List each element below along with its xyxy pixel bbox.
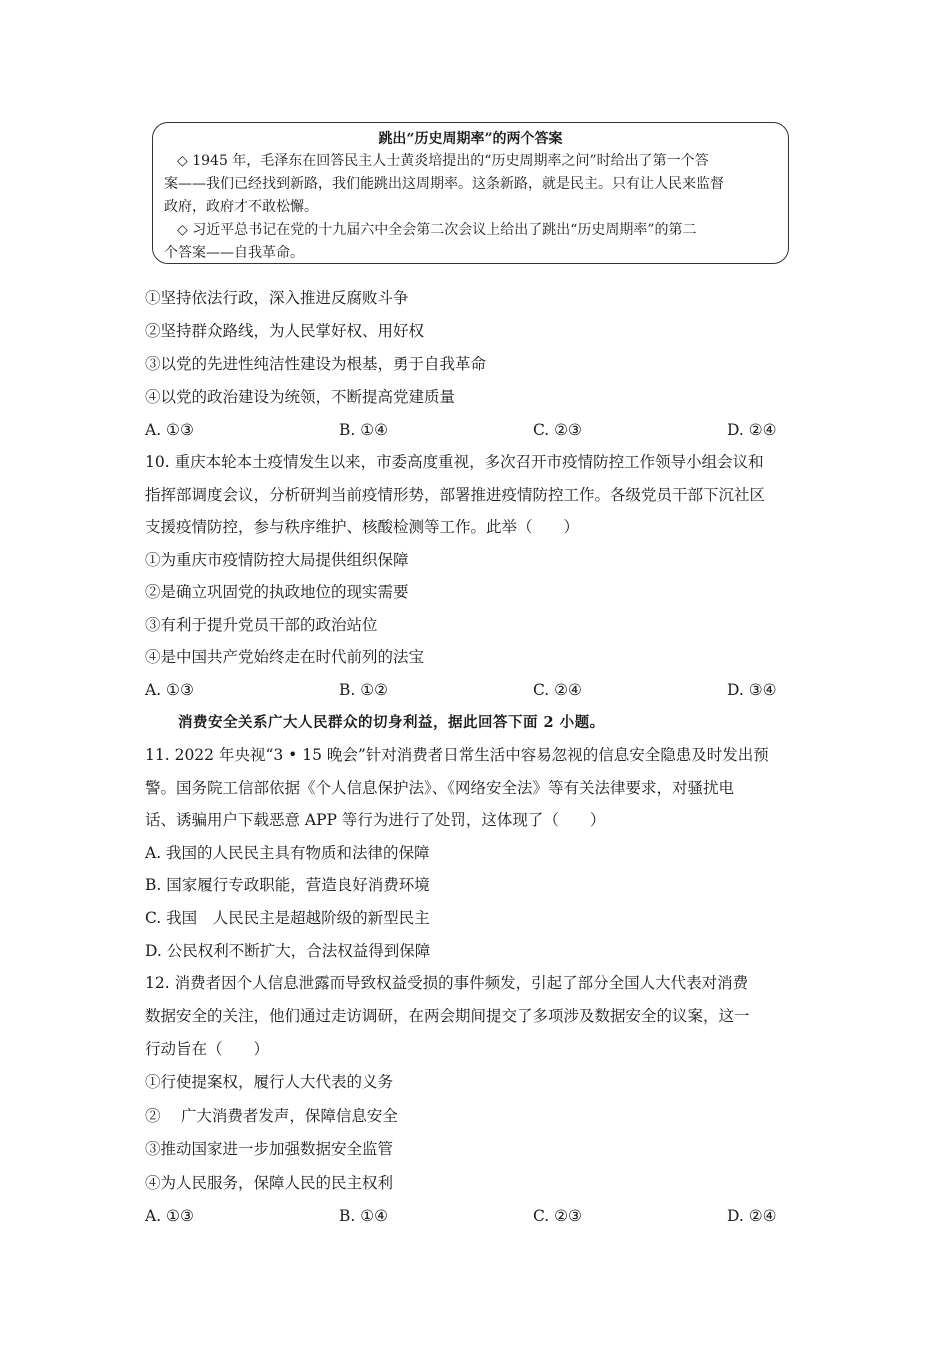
q9-option-b: B. ①④ bbox=[339, 421, 389, 439]
quote-box-line: ◇ 1945 年，毛泽东在回答民主人士黄炎培提出的“历史周期率之问”时给出了第一个答 bbox=[177, 153, 709, 169]
q9-option-c: C. ②③ bbox=[533, 421, 582, 439]
q10-option-b: B. ①② bbox=[339, 681, 389, 699]
quote-box-line: 个答案——自我革命。 bbox=[164, 245, 304, 261]
quote-box-line: ◇ 习近平总书记在党的十九届六中全会第二次会议上给出了跳出“历史周期率”的第二 bbox=[177, 222, 697, 238]
q10-option-c: C. ②④ bbox=[533, 681, 582, 699]
q9-item: ①坚持依法行政，深入推进反腐败斗争 bbox=[145, 289, 409, 307]
q12-item: ③推动国家进一步加强数据安全监管 bbox=[145, 1140, 394, 1158]
q11-option-d: D. 公民权利不断扩大，合法权益得到保障 bbox=[145, 942, 431, 960]
q9-option-a: A. ①③ bbox=[145, 421, 194, 439]
q10-stem: 指挥部调度会议，分析研判当前疫情形势，部署推进疫情防控工作。各级党员干部下沉社区 bbox=[145, 486, 766, 504]
q12-stem: 12. 消费者因个人信息泄露而导致权益受损的事件频发，引起了部分全国人大代表对消费 bbox=[145, 974, 749, 992]
q12-option-b: B. ①④ bbox=[339, 1207, 389, 1225]
q9-option-d: D. ②④ bbox=[727, 421, 777, 439]
quote-box bbox=[152, 122, 789, 264]
q12-item: ④为人民服务，保障人民的民主权利 bbox=[145, 1174, 394, 1192]
quote-box-title: 跳出“历史周期率”的两个答案 bbox=[378, 131, 563, 147]
q10-item: ②是确立巩固党的执政地位的现实需要 bbox=[145, 583, 409, 601]
q11-option-a: A. 我国的人民民主具有物质和法律的保障 bbox=[145, 844, 430, 862]
q11-stem: 话、诱骗用户下载恶意 APP 等行为进行了处罚，这体现了（ ） bbox=[145, 811, 606, 829]
q12-stem: 行动旨在（ ） bbox=[145, 1040, 270, 1058]
q10-stem: 支援疫情防控，参与秩序维护、核酸检测等工作。此举（ ） bbox=[145, 518, 580, 536]
q10-stem: 10. 重庆本轮本土疫情发生以来，市委高度重视，多次召开市疫情防控工作领导小组会议和 bbox=[145, 453, 764, 471]
quote-box-line: 政府，政府才不敢松懈。 bbox=[164, 199, 318, 215]
quote-box-line: 案——我们已经找到新路，我们能跳出这周期率。这条新路，就是民主。只有让人民来监督 bbox=[164, 176, 724, 192]
q12-option-d: D. ②④ bbox=[727, 1207, 777, 1225]
q10-item: ④是中国共产党始终走在时代前列的法宝 bbox=[145, 648, 425, 666]
q10-option-d: D. ③④ bbox=[727, 681, 777, 699]
q9-item: ④以党的政治建设为统领，不断提高党建质量 bbox=[145, 388, 456, 406]
section-intro: 消费安全关系广大人民群众的切身利益，据此回答下面 2 小题。 bbox=[178, 714, 605, 731]
q11-option-c: C. 我国 人民民主是超越阶级的新型民主 bbox=[145, 909, 430, 927]
q11-stem: 11. 2022 年央视“3 • 15 晚会”针对消费者日常生活中容易忽视的信息安全隐患及时发出预 bbox=[145, 746, 769, 764]
q12-stem: 数据安全的关注，他们通过走访调研，在两会期间提交了多项涉及数据安全的议案，这一 bbox=[145, 1007, 750, 1025]
q10-item: ①为重庆市疫情防控大局提供组织保障 bbox=[145, 551, 409, 569]
q9-item: ②坚持群众路线，为人民掌好权、用好权 bbox=[145, 322, 425, 340]
q9-item: ③以党的先进性纯洁性建设为根基，勇于自我革命 bbox=[145, 355, 487, 373]
q10-option-a: A. ①③ bbox=[145, 681, 194, 699]
q12-option-a: A. ①③ bbox=[145, 1207, 194, 1225]
q12-option-c: C. ②③ bbox=[533, 1207, 582, 1225]
q12-item: ①行使提案权，履行人大代表的义务 bbox=[145, 1073, 394, 1091]
q11-option-b: B. 国家履行专政职能，营造良好消费环境 bbox=[145, 876, 430, 894]
q10-item: ③有利于提升党员干部的政治站位 bbox=[145, 616, 378, 634]
q11-stem: 警。国务院工信部依据《个人信息保护法》、《网络安全法》等有关法律要求，对骚扰电 bbox=[145, 779, 735, 797]
q12-item: ② 广大消费者发声，保障信息安全 bbox=[145, 1107, 398, 1125]
